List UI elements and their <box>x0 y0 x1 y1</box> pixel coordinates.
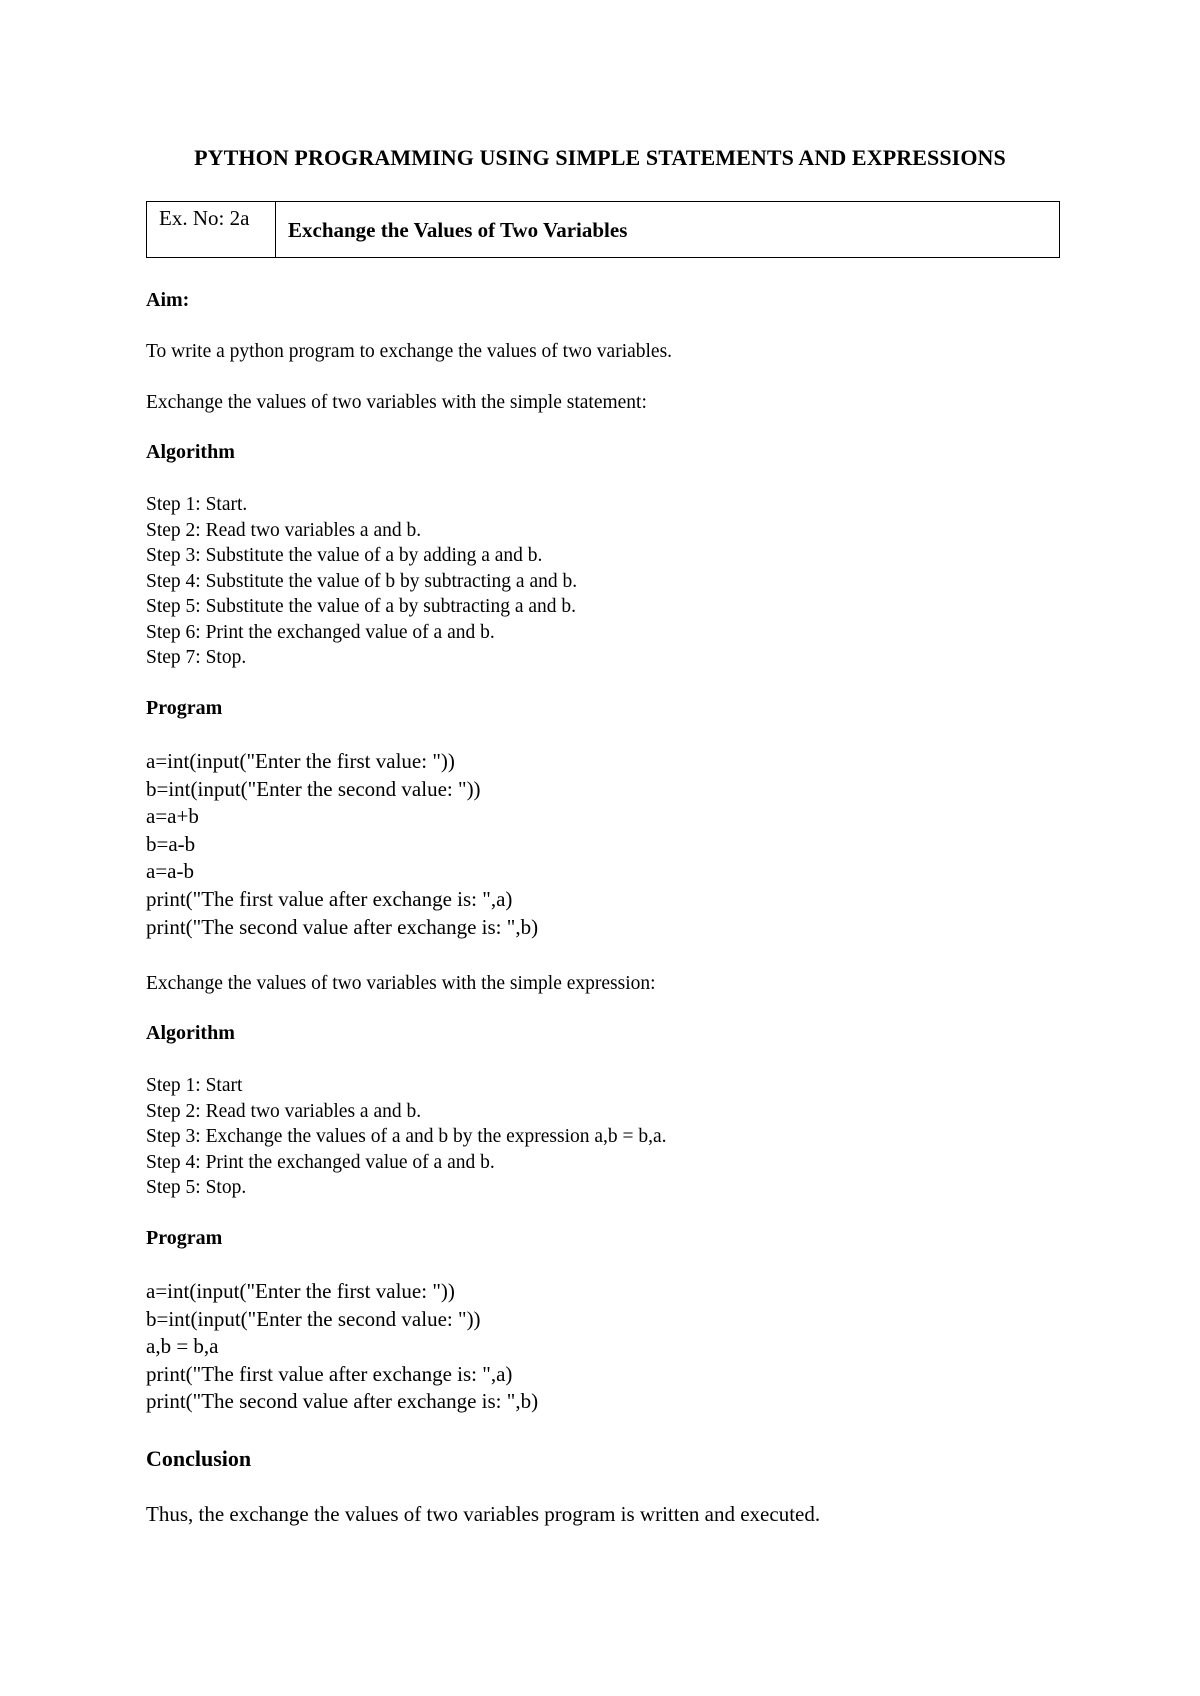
conclusion-heading-block <box>146 1446 1086 1472</box>
code-line: b=a-b <box>146 831 196 856</box>
code-line: b=int(input("Enter the second value: ")) <box>146 1306 481 1331</box>
expression-intro-block <box>146 971 1086 997</box>
aim-text-block <box>146 339 1086 365</box>
document-title: PYTHON PROGRAMMING USING SIMPLE STATEMENTS AND EXPRESSIONS <box>194 145 1006 170</box>
statement-program-code <box>146 748 1086 941</box>
code-line: b=int(input("Enter the second value: ")) <box>146 776 481 801</box>
code-line: a=int(input("Enter the first value: ")) <box>146 1279 455 1303</box>
algorithm-step: Step 6: Print the exchanged value of a and b. <box>146 621 495 643</box>
statement-program-heading-block <box>146 697 1086 720</box>
expression-program-code <box>146 1278 1086 1416</box>
statement-intro: Exchange the values of two variables with the simple statement: <box>146 392 647 413</box>
exercise-header-table <box>146 201 1060 258</box>
statement-algorithm-steps <box>146 492 1086 671</box>
expression-intro: Exchange the values of two variables with the simple expression: <box>146 973 656 994</box>
code-line: print("The second value after exchange is: ",b) <box>146 1389 539 1414</box>
algorithm-step: Step 5: Stop. <box>146 1177 247 1198</box>
statement-algorithm-heading-block <box>146 441 1086 464</box>
aim-heading: Aim: <box>146 289 190 311</box>
algorithm-step: Step 2: Read two variables a and b. <box>146 519 422 541</box>
code-line: print("The first value after exchange is: ",a) <box>146 886 513 911</box>
code-line: a,b = b,a <box>146 1334 219 1359</box>
expression-program-heading-block <box>146 1227 1086 1250</box>
conclusion-heading: Conclusion <box>146 1446 252 1471</box>
expression-algorithm-steps <box>146 1073 1086 1201</box>
code-line: a=a-b <box>146 859 194 884</box>
algorithm-step: Step 2: Read two variables a and b. <box>146 1100 422 1122</box>
aim-section <box>146 289 1086 312</box>
algorithm-step: Step 1: Start. <box>146 494 248 515</box>
statement-program-heading: Program <box>146 697 223 719</box>
conclusion-text: Thus, the exchange the values of two variables program is written and executed. <box>146 1502 821 1526</box>
algorithm-step: Step 4: Print the exchanged value of a and b. <box>146 1151 495 1173</box>
exercise-title: Exchange the Values of Two Variables <box>288 218 628 242</box>
code-line: print("The first value after exchange is: ",a) <box>146 1361 513 1386</box>
algorithm-step: Step 3: Substitute the value of a by adding a and b. <box>146 545 543 566</box>
expression-algorithm-heading-block <box>146 1022 1086 1045</box>
expression-algorithm-heading: Algorithm <box>146 1022 235 1044</box>
code-line: a=int(input("Enter the first value: ")) <box>146 749 455 773</box>
exercise-number: Ex. No: 2a <box>147 202 276 257</box>
algorithm-step: Step 7: Stop. <box>146 647 247 668</box>
algorithm-step: Step 4: Substitute the value of b by subtracting a and b. <box>146 570 578 592</box>
algorithm-step: Step 5: Substitute the value of a by subtracting a and b. <box>146 596 576 617</box>
conclusion-text-block <box>146 1502 1086 1528</box>
algorithm-step: Step 3: Exchange the values of a and b by the expression a,b = b,a. <box>146 1126 667 1147</box>
expression-program-heading: Program <box>146 1227 223 1249</box>
aim-text: To write a python program to exchange the values of two variables. <box>146 341 673 362</box>
algorithm-step: Step 1: Start <box>146 1075 243 1096</box>
statement-algorithm-heading: Algorithm <box>146 441 235 463</box>
code-line: a=a+b <box>146 804 199 829</box>
statement-intro-block <box>146 390 1086 416</box>
code-line: print("The second value after exchange is: ",b) <box>146 914 539 939</box>
